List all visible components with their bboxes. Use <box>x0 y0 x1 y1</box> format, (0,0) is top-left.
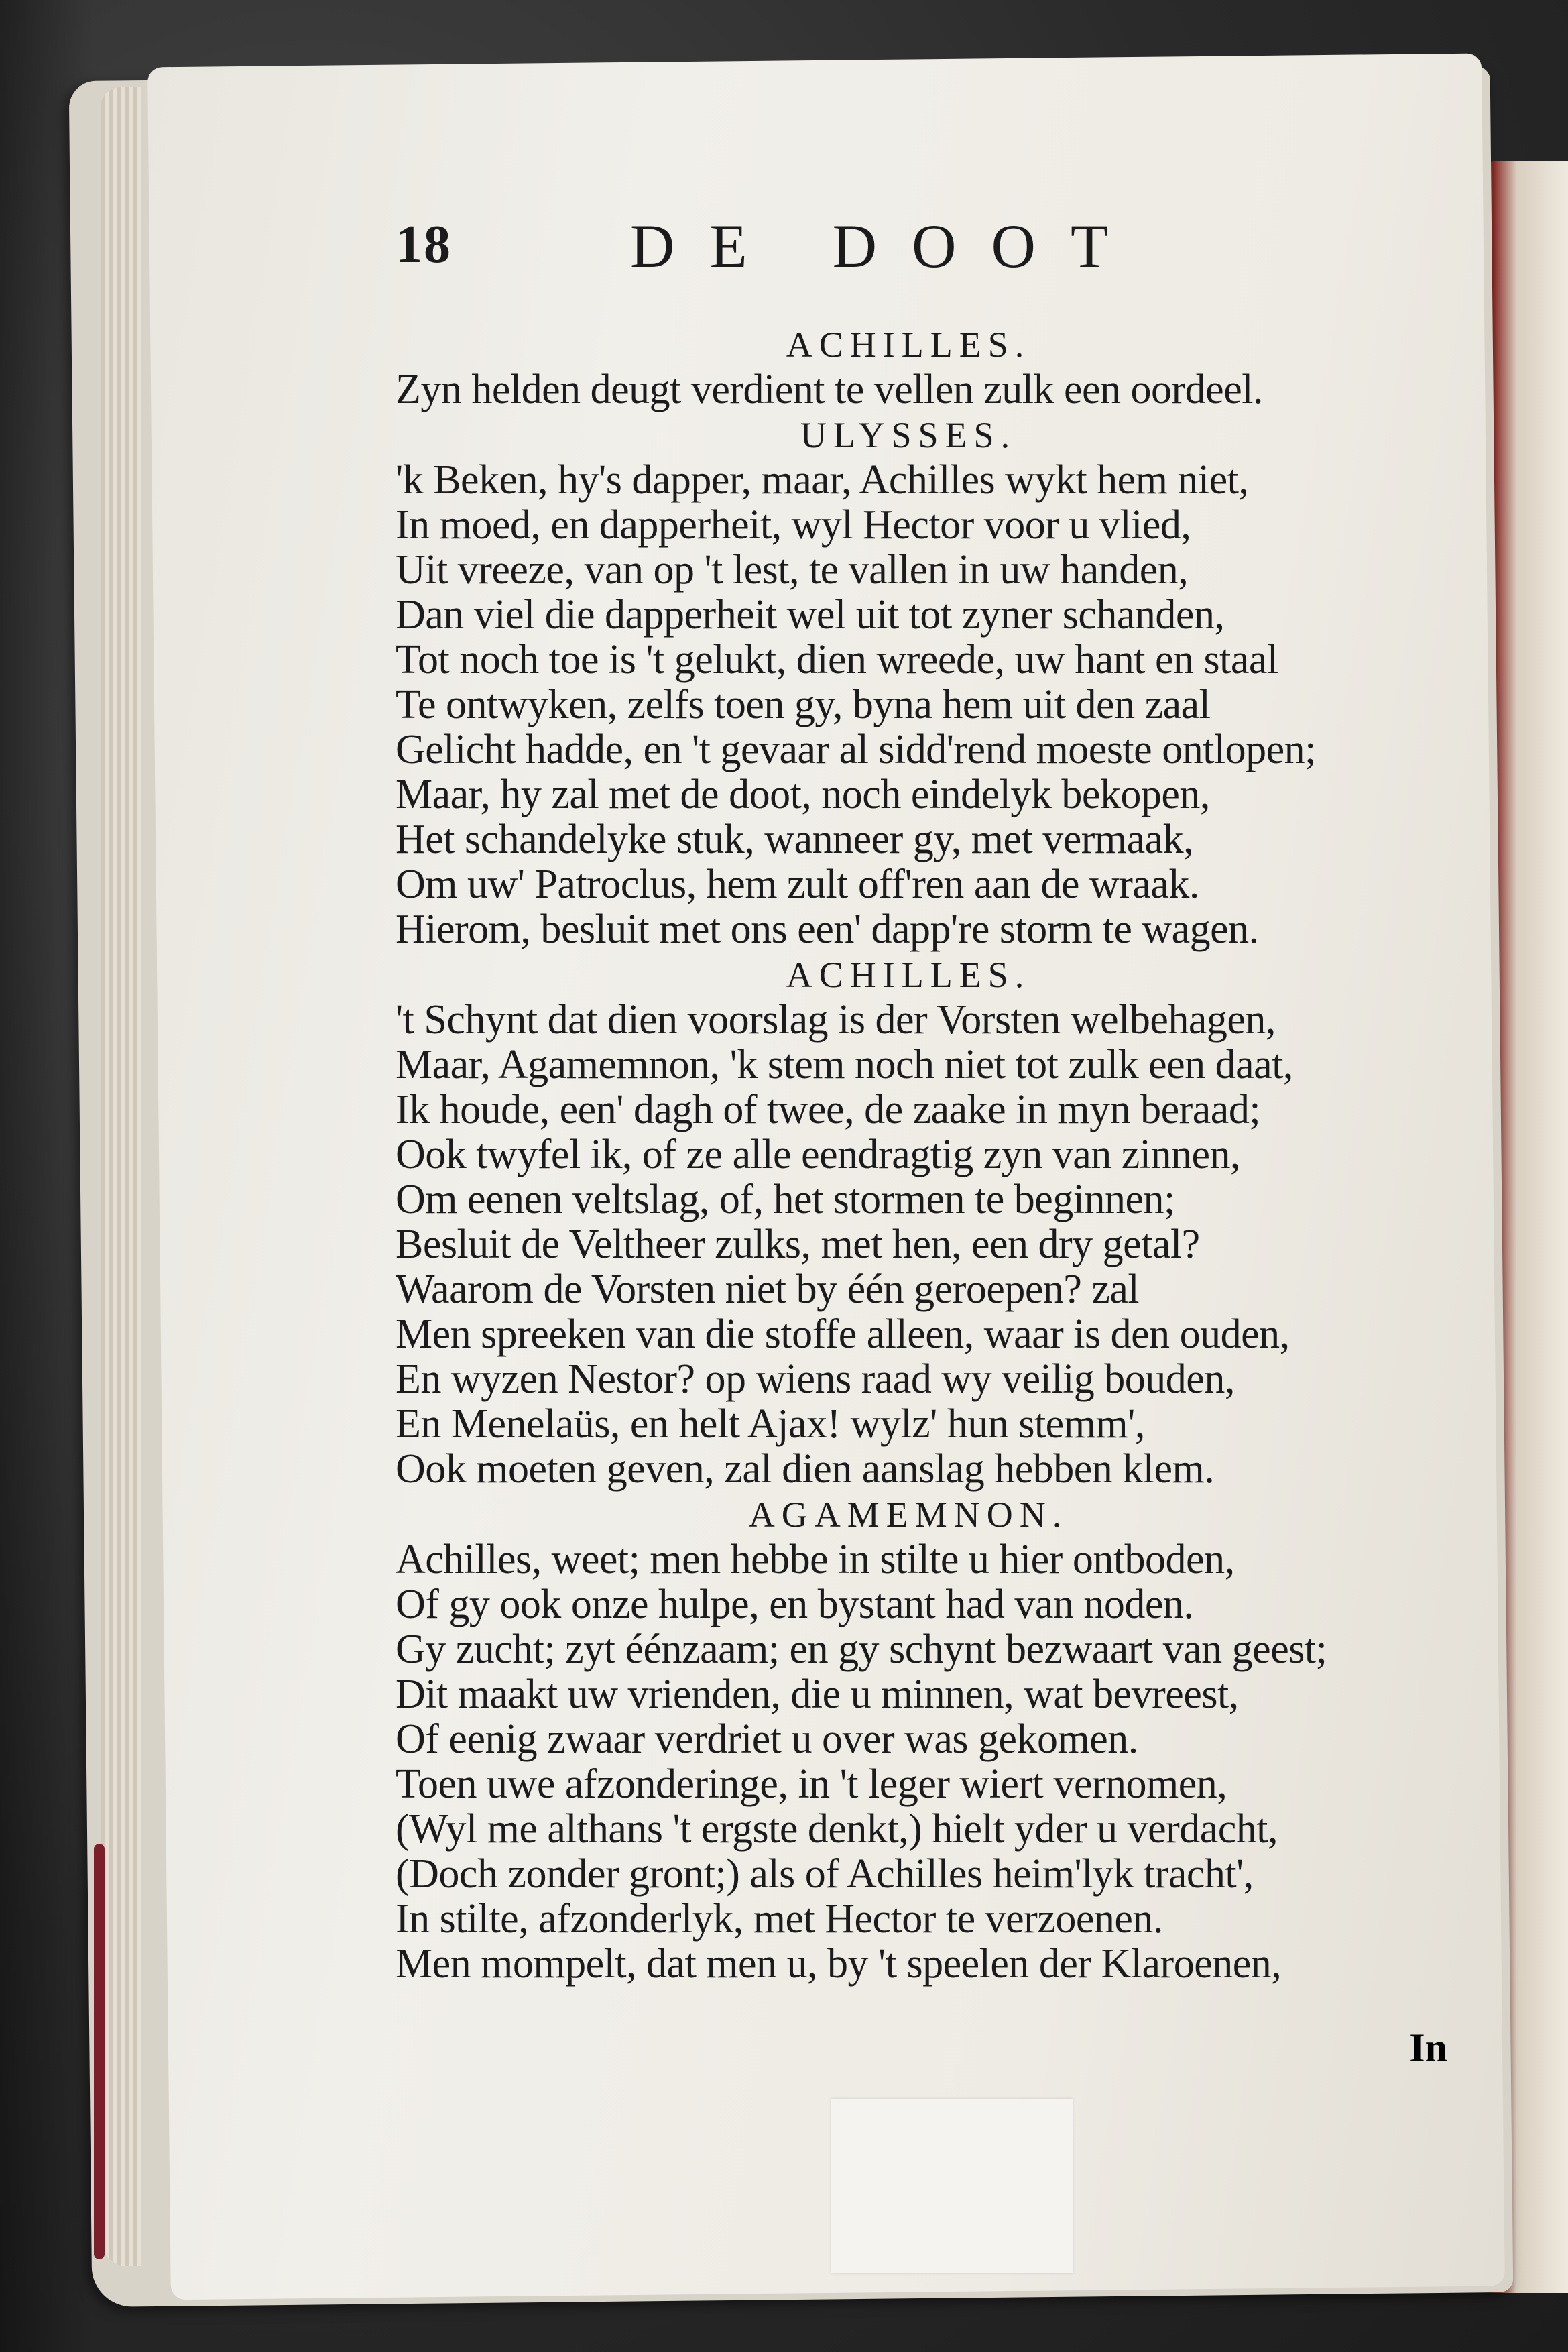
verse-line: Men mompelt, dat men u, by 't speelen der Klaroenen, <box>396 1941 1282 1987</box>
verse-line: Maar, Agamemnon, 'k stem noch niet tot zulk een daat, <box>396 1042 1293 1087</box>
verse-line: Achilles, weet; men hebbe in stilte u hier ontboden, <box>396 1537 1235 1582</box>
verse-line: Hierom, besluit met ons een' dapp're storm te wagen. <box>396 906 1259 952</box>
verse-line: Om eenen veltslag, of, het stormen te beginnen; <box>396 1177 1175 1222</box>
verse-line: Tot noch toe is 't gelukt, dien wreede, uw hant en staal <box>396 637 1278 683</box>
verse-line: 'k Beken, hy's dapper, maar, Achilles wykt hem niet, <box>396 457 1249 503</box>
verse-line: Ik houde, een' dagh of twee, de zaake in myn beraad; <box>396 1087 1261 1132</box>
verse-line: Waarom de Vorsten niet by één geroepen? zal <box>396 1267 1140 1312</box>
speaker-name: ULYSSES. <box>800 415 1017 455</box>
verse-sections <box>255 322 1448 1987</box>
verse-line: (Wyl me althans 't ergste denkt,) hielt yder u verdacht, <box>396 1806 1278 1852</box>
verse-line: Maar, hy zal met de doot, noch eindelyk bekopen, <box>396 772 1210 817</box>
verse-line: Dit maakt uw vrienden, die u minnen, wat bevreest, <box>396 1671 1239 1717</box>
verse-line: 't Schynt dat dien voorslag is der Vorsten welbehagen, <box>396 997 1276 1043</box>
speaker-name: ACHILLES. <box>786 325 1031 365</box>
verse-line: Te ontwyken, zelfs toen gy, byna hem uit den zaal <box>396 682 1211 727</box>
page-text <box>255 212 1448 1987</box>
verse-line: (Doch zonder gront;) als of Achilles heim'lyk tracht', <box>396 1851 1254 1897</box>
verse-line: Uit vreeze, van op 't lest, te vallen in uw handen, <box>396 547 1189 593</box>
verse-line: Besluit de Veltheer zulks, met hen, een dry getal? <box>396 1222 1200 1267</box>
speaker-name: ACHILLES. <box>786 955 1031 995</box>
verse-line: Dan viel die dapperheit wel uit tot zyner schanden, <box>396 592 1225 638</box>
verse-line: Men spreeken van die stoffe alleen, waar is den ouden, <box>396 1311 1290 1357</box>
verse-line: Het schandelyke stuk, wanneer gy, met vermaak, <box>396 817 1194 862</box>
verse-line: En wyzen Nestor? op wiens raad wy veilig bouden, <box>396 1356 1235 1402</box>
catchword: In <box>1409 2025 1447 2070</box>
verse-line: Om uw' Patroclus, hem zult off'ren aan de wraak. <box>396 862 1199 907</box>
verse-line: Of eenig zwaar verdriet u over was gekomen. <box>396 1716 1138 1762</box>
speaker-name: AGAMEMNON. <box>748 1494 1069 1535</box>
running-title: DE DOOT <box>630 212 1144 280</box>
paper-tag <box>831 2099 1073 2273</box>
verse-line: Of gy ook onze hulpe, en bystant had van noden. <box>396 1582 1194 1627</box>
verse-line: In stilte, afzonderlyk, met Hector te verzoenen. <box>396 1896 1163 1942</box>
page-header <box>255 212 1448 322</box>
verse-line: Gelicht hadde, en 't gevaar al sidd'rend moeste ontlopen; <box>396 727 1316 772</box>
page-edges <box>101 87 141 2266</box>
verse-line: Gy zucht; zyt éénzaam; en gy schynt bezwaart van geest; <box>396 1627 1327 1672</box>
verse-line: In moed, en dapperheit, wyl Hector voor u vlied, <box>396 502 1191 548</box>
verse-line: Zyn helden deugt verdient te vellen zulk een oordeel. <box>396 367 1263 412</box>
binding-ribbon <box>94 1844 105 2259</box>
verse-line: Toen uwe afzonderinge, in 't leger wiert vernomen, <box>396 1761 1227 1807</box>
page-number: 18 <box>396 215 452 274</box>
verse-line: Ook twyfel ik, of ze alle eendragtig zyn van zinnen, <box>396 1132 1241 1177</box>
verse-line: En Menelaüs, en helt Ajax! wylz' hun stemm', <box>396 1401 1145 1447</box>
verse-line: Ook moeten geven, zal dien aanslag hebben klem. <box>396 1446 1215 1492</box>
